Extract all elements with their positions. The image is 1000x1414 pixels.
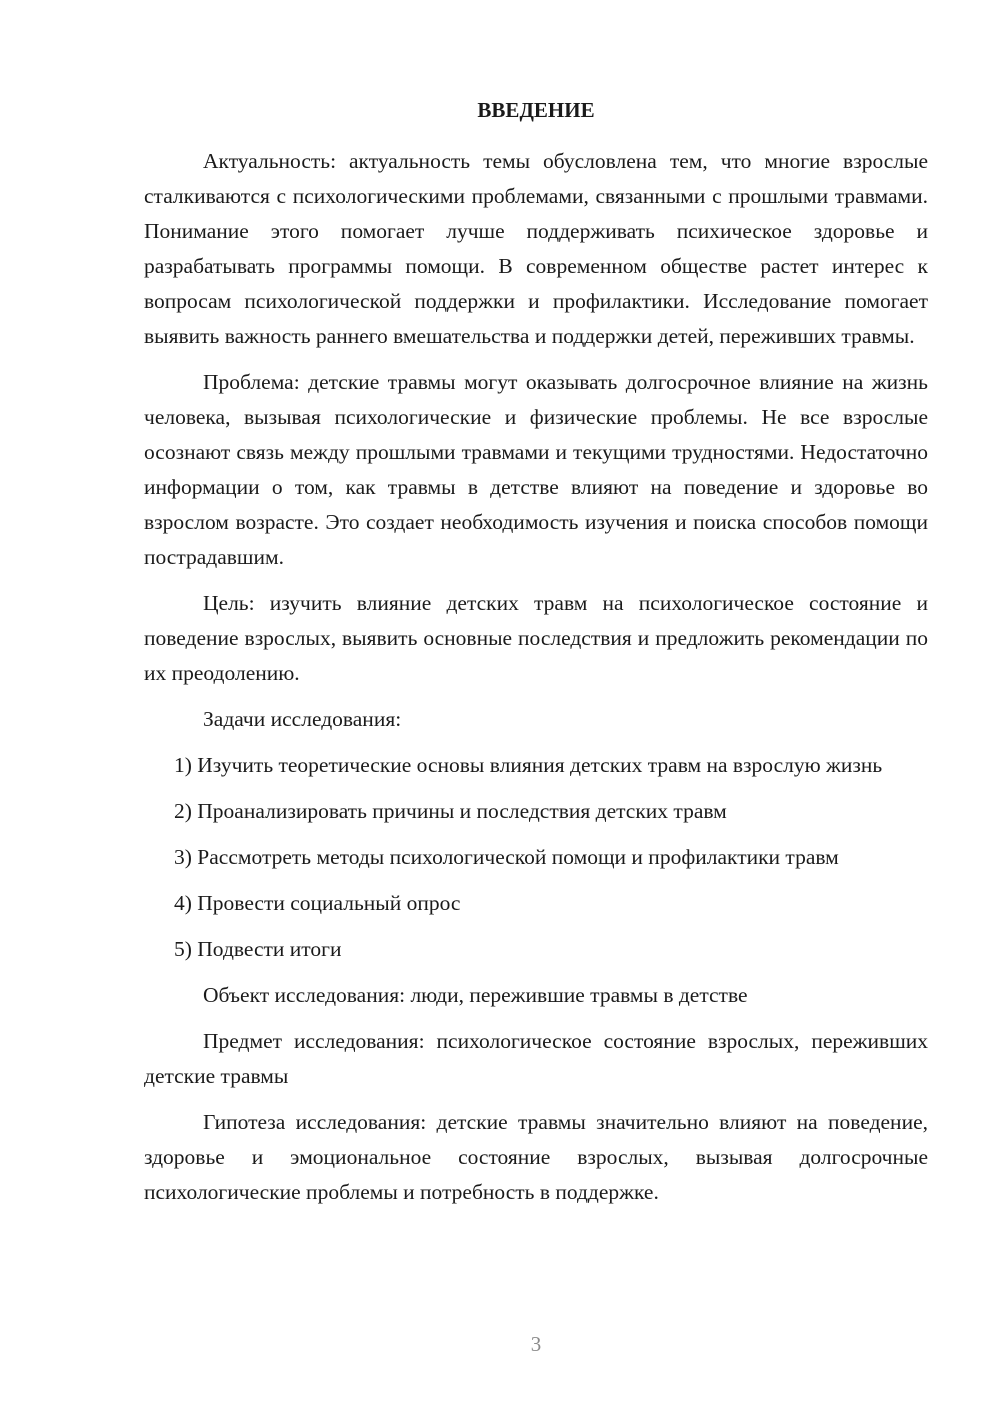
tasks-heading: Задачи исследования: (203, 707, 402, 731)
page-title: ВВЕДЕНИЕ (477, 98, 595, 122)
paragraph-problem: Проблема: детские травмы могут оказывать долгосрочное влияние на жизнь человека, вызывая психологические и физические проблемы. Не все взрослые осознают связь между прошлыми травмами и текущими трудностями. Недостаточно информации о том, как травмы в детстве влияют на поведение и здоровье во взрослом возрасте. Это создает необходимость изучения и поиска способов помощи пострадавшим. (144, 370, 928, 569)
tasks-list (144, 748, 928, 967)
paragraph-relevance: Актуальность: актуальность темы обусловлена тем, что многие взрослые сталкиваются с психологическими проблемами, связанными с прошлыми травмами. Понимание этого помогает лучше поддерживать психическое здоровье и разрабатывать программы помощи. В современном обществе растет интерес к вопросам психологической поддержки и профилактики. Исследование помогает выявить важность раннего вмешательства и поддержки детей, переживших травмы. (144, 149, 928, 348)
paragraph-subject: Предмет исследования: психологическое состояние взрослых, переживших детские травмы (144, 1029, 928, 1088)
list-item: 3) Рассмотреть методы психологической помощи и профилактики травм (174, 845, 839, 869)
paragraph-goal: Цель: изучить влияние детских травм на психологическое состояние и поведение взрослых, выявить основные последствия и предложить рекомендации по их преодолению. (144, 591, 928, 685)
paragraph-object: Объект исследования: люди, пережившие травмы в детстве (203, 983, 748, 1007)
page-number: 3 (530, 1332, 542, 1356)
list-item: 1) Изучить теоретические основы влияния детских травм на взрослую жизнь (174, 753, 883, 777)
list-item: 4) Провести социальный опрос (174, 891, 461, 915)
document-page (144, 94, 928, 1221)
paragraph-hypothesis: Гипотеза исследования: детские травмы значительно влияют на поведение, здоровье и эмоциональное состояние взрослых, вызывая долгосрочные психологические проблемы и потребность в поддержке. (144, 1110, 928, 1204)
list-item: 2) Проанализировать причины и последствия детских травм (174, 799, 727, 823)
list-item: 5) Подвести итоги (174, 937, 342, 961)
